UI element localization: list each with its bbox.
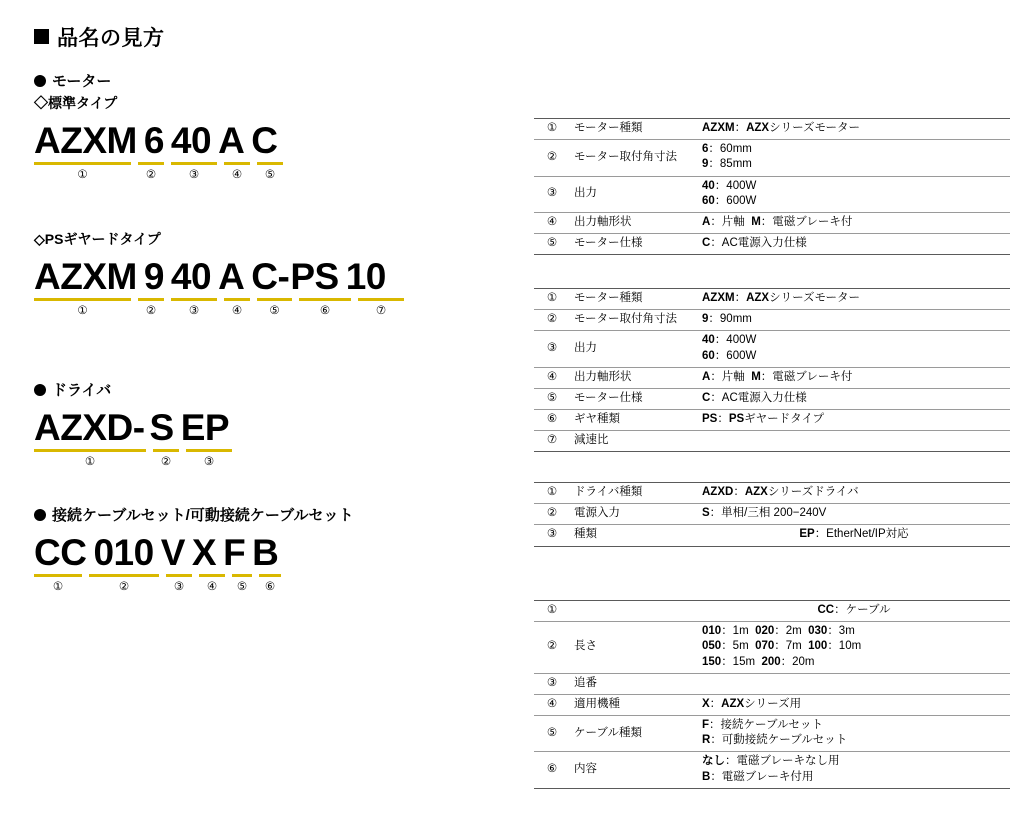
- row-value: 40：400W 60：600W: [698, 176, 1010, 212]
- code-seg-text: AZXM: [34, 120, 137, 162]
- model-code-column: [34, 70, 514, 595]
- code-block-motor-ps: [34, 251, 514, 319]
- code-underline-row: [34, 298, 514, 319]
- table-row: [534, 694, 1010, 715]
- code-index-label: ④: [206, 581, 218, 593]
- row-label: 出力軸形状: [570, 212, 698, 233]
- row-label: 出力: [570, 176, 698, 212]
- row-index: ⑤: [534, 388, 570, 409]
- code-underline-row: [34, 449, 514, 470]
- code-index-label: ①: [77, 305, 88, 317]
- table-row: [534, 331, 1010, 367]
- round-bullet-icon: [34, 509, 46, 521]
- code-index-label: ⑥: [264, 581, 276, 593]
- code-index-label: ④: [231, 305, 243, 317]
- row-index: ⑥: [534, 752, 570, 788]
- round-bullet-icon: [34, 75, 46, 87]
- code-seg-text: PS: [290, 256, 339, 298]
- row-value: C：AC電源入力仕様: [698, 388, 1010, 409]
- group-motor-ps-geared: [34, 229, 514, 319]
- code-row: [34, 115, 514, 161]
- row-value: [698, 673, 1010, 694]
- group-cable-set: [34, 504, 514, 595]
- row-label: ドライバ種類: [570, 483, 698, 504]
- code-seg-text: V: [160, 532, 185, 574]
- group-heading-driver: [34, 379, 514, 400]
- spec-table-driver: [534, 482, 1010, 547]
- code-seg-text: 10: [345, 256, 386, 298]
- row-index: ②: [534, 504, 570, 525]
- spec-table-cable-set: [534, 600, 1010, 789]
- row-value: A：片軸 M：電磁ブレーキ付: [698, 367, 1010, 388]
- code-index-label: ②: [118, 581, 130, 593]
- code-seg-text: X: [191, 532, 217, 574]
- row-label: モーター種類: [570, 289, 698, 310]
- row-label: 長さ: [570, 622, 698, 674]
- code-seg-text: A: [218, 256, 245, 298]
- table-row: [534, 234, 1010, 255]
- row-value: 40：400W 60：600W: [698, 331, 1010, 367]
- row-index: ④: [534, 367, 570, 388]
- row-index: ②: [534, 622, 570, 674]
- row-label: モーター仕様: [570, 234, 698, 255]
- code-index-label: ①: [52, 581, 64, 593]
- row-index: ①: [534, 483, 570, 504]
- row-label: モーター取付角寸法: [570, 310, 698, 331]
- row-label: ケーブル種類: [570, 716, 698, 752]
- row-label: 適用機種: [570, 694, 698, 715]
- row-index: ④: [534, 212, 570, 233]
- code-index-label: ⑦: [375, 305, 387, 317]
- row-value: X：AZXシリーズ用: [698, 694, 1010, 715]
- table-row: [534, 716, 1010, 752]
- row-index: ①: [534, 289, 570, 310]
- row-value: AZXD：AZXシリーズドライバ: [698, 483, 1010, 504]
- row-value: CC：ケーブル: [698, 601, 1010, 622]
- row-index: ③: [534, 673, 570, 694]
- table-row: [534, 431, 1010, 452]
- row-index: ①: [534, 601, 570, 622]
- code-index-label: ②: [145, 305, 157, 317]
- code-row: [34, 402, 514, 448]
- code-index-label: ①: [84, 456, 96, 468]
- row-index: ④: [534, 694, 570, 715]
- spec-table-motor-standard: [534, 118, 1010, 255]
- spec-table-motor-ps-geared: [534, 288, 1010, 452]
- code-index-label: ①: [77, 169, 88, 181]
- table-row: [534, 119, 1010, 140]
- table-row: [534, 504, 1010, 525]
- code-index-label: ⑤: [236, 581, 248, 593]
- table-row: [534, 622, 1010, 674]
- code-seg-text: 40: [170, 120, 212, 162]
- table-row: [534, 310, 1010, 331]
- code-index-label: ⑤: [269, 305, 280, 317]
- group-heading-motor: [34, 70, 514, 91]
- round-bullet-icon: [34, 384, 46, 396]
- code-index-label: ③: [203, 456, 215, 468]
- row-value: 9：90mm: [698, 310, 1010, 331]
- row-value: 6：60mm 9：85mm: [698, 140, 1010, 176]
- row-value: C：AC電源入力仕様: [698, 234, 1010, 255]
- code-index-label: ③: [188, 169, 200, 181]
- row-index: ②: [534, 310, 570, 331]
- row-label: 出力: [570, 331, 698, 367]
- row-label: 出力軸形状: [570, 367, 698, 388]
- page-title: [34, 22, 165, 52]
- code-index-label: ②: [160, 456, 172, 468]
- spacer: [34, 183, 514, 227]
- table-row: [534, 388, 1010, 409]
- code-seg-text: CC: [34, 532, 87, 574]
- group-heading-cable: [34, 504, 514, 525]
- code-seg-text: EP: [180, 407, 230, 449]
- row-index: ⑤: [534, 234, 570, 255]
- row-value: PS：PSギヤードタイプ: [698, 410, 1010, 431]
- row-label: 種類: [570, 525, 698, 546]
- code-seg-text: S: [149, 407, 174, 449]
- code-block-cable: [34, 527, 514, 595]
- row-label: 電源入力: [570, 504, 698, 525]
- page-title-text: 品名の見方: [57, 27, 165, 50]
- table-row: [534, 752, 1010, 788]
- square-bullet-icon: [34, 29, 49, 44]
- row-index: ③: [534, 176, 570, 212]
- table-row: [534, 367, 1010, 388]
- row-index: ⑤: [534, 716, 570, 752]
- code-index-label: ④: [231, 169, 243, 181]
- row-index: ③: [534, 525, 570, 546]
- row-label: [570, 601, 698, 622]
- row-value: 010：1m 020：2m 030：3m 050：5m 070：7m 100：10m 150：15m 200：20m: [698, 622, 1010, 674]
- subheading-ps-geared: [34, 229, 514, 249]
- table-row: [534, 289, 1010, 310]
- row-value: AZXM：AZXシリーズモーター: [698, 289, 1010, 310]
- code-seg-text: A: [218, 120, 245, 162]
- subheading-standard-type: [34, 93, 514, 113]
- code-index-label: ②: [145, 169, 157, 181]
- code-seg-text: AZXD-: [34, 407, 145, 449]
- row-label: 内容: [570, 752, 698, 788]
- row-value: なし：電磁ブレーキなし用 B：電磁ブレーキ付用: [698, 752, 1010, 788]
- code-seg-text: 010: [93, 532, 154, 574]
- code-seg-text: 9: [143, 256, 164, 298]
- subheading-label: ◇PSギヤードタイプ: [34, 231, 161, 247]
- spacer: [34, 319, 514, 363]
- group-motor: [34, 70, 514, 183]
- row-value: [698, 431, 1010, 452]
- code-seg-text: B: [252, 532, 279, 574]
- table-row: [534, 673, 1010, 694]
- code-index-label: ⑥: [319, 305, 331, 317]
- group-heading-label: 接続ケーブルセット/可動接続ケーブルセット: [52, 507, 354, 524]
- row-label: 追番: [570, 673, 698, 694]
- row-label: 減速比: [570, 431, 698, 452]
- code-seg-text: C: [251, 120, 278, 162]
- row-value: EP：EtherNet/IP対応: [698, 525, 1010, 546]
- code-seg-text: 40: [170, 256, 212, 298]
- code-seg-text: 6: [143, 120, 164, 162]
- code-seg-text: C-: [251, 256, 290, 298]
- code-row: [34, 527, 514, 573]
- code-seg-text: AZXM: [34, 256, 137, 298]
- row-label: モーター取付角寸法: [570, 140, 698, 176]
- group-driver: [34, 379, 514, 470]
- code-block-motor-standard: [34, 115, 514, 183]
- row-index: ⑥: [534, 410, 570, 431]
- code-index-label: ③: [173, 581, 185, 593]
- row-label: モーター種類: [570, 119, 698, 140]
- code-seg-text: F: [223, 532, 246, 574]
- group-heading-label: モーター: [52, 73, 112, 90]
- table-row: [534, 601, 1010, 622]
- code-index-label: ⑤: [264, 169, 276, 181]
- code-underline-row: [34, 162, 514, 183]
- spacer: [34, 470, 514, 504]
- row-label: モーター仕様: [570, 388, 698, 409]
- spacer: [34, 363, 514, 379]
- table-row: [534, 410, 1010, 431]
- code-index-label: ③: [188, 305, 200, 317]
- code-block-driver: [34, 402, 514, 470]
- row-index: ①: [534, 119, 570, 140]
- code-underline-row: [34, 574, 514, 595]
- row-index: ③: [534, 331, 570, 367]
- row-index: ②: [534, 140, 570, 176]
- table-row: [534, 483, 1010, 504]
- row-index: ⑦: [534, 431, 570, 452]
- row-label: ギヤ種類: [570, 410, 698, 431]
- table-row: [534, 140, 1010, 176]
- group-heading-label: ドライバ: [52, 382, 112, 399]
- row-value: S：単相/三相 200−240V: [698, 504, 1010, 525]
- row-value: A：片軸 M：電磁ブレーキ付: [698, 212, 1010, 233]
- row-value: AZXM：AZXシリーズモーター: [698, 119, 1010, 140]
- row-value: F：接続ケーブルセット R：可動接続ケーブルセット: [698, 716, 1010, 752]
- code-row: [34, 251, 514, 297]
- table-row: [534, 212, 1010, 233]
- table-row: [534, 525, 1010, 546]
- subheading-label: ◇標準タイプ: [34, 95, 118, 111]
- table-row: [534, 176, 1010, 212]
